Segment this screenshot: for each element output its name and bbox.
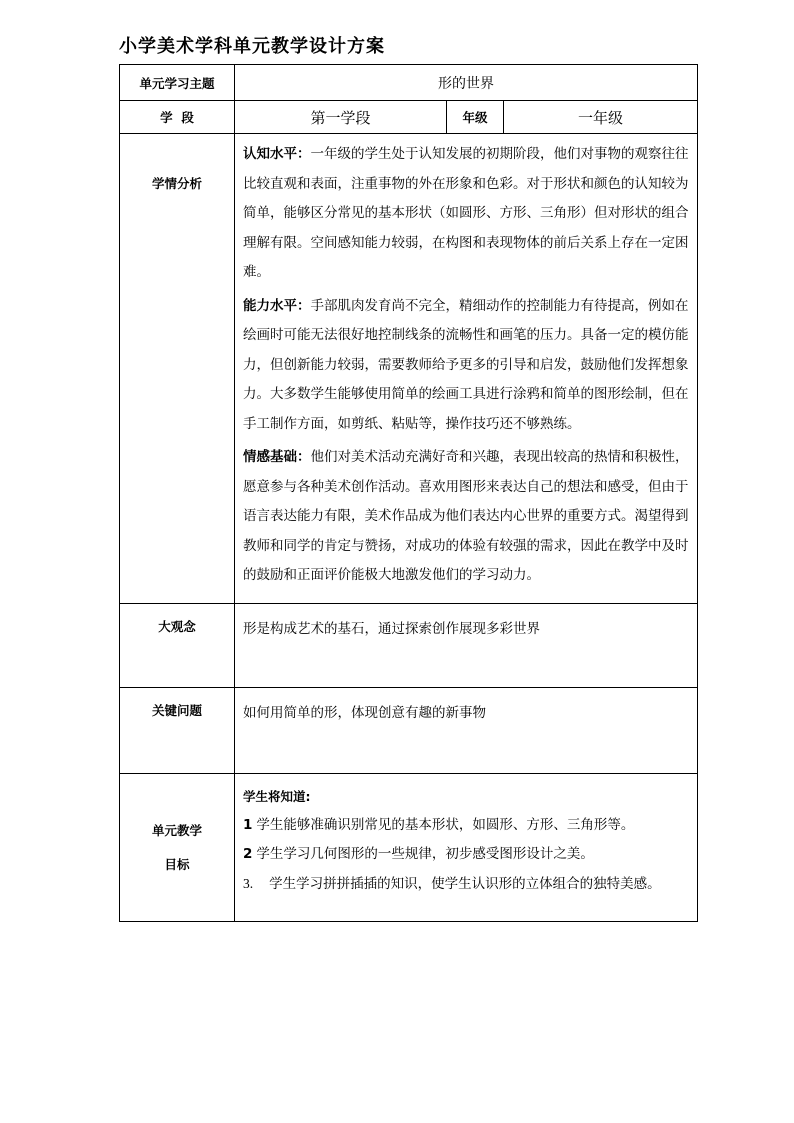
- ability-paragraph: [243, 292, 691, 440]
- goal-num-1: 1: [243, 817, 253, 833]
- big-idea-row: [120, 604, 698, 688]
- goal-num-2: 2: [243, 846, 253, 862]
- emotion-paragraph: [243, 443, 691, 591]
- goal-item-1: [243, 811, 691, 840]
- ability-heading: 能力水平：: [243, 297, 311, 314]
- key-question-label: 关键问题: [120, 688, 235, 774]
- page-title: 小学美术学科单元教学设计方案: [119, 36, 385, 57]
- goal-item-2: [243, 840, 691, 869]
- grade-label: 年级: [447, 101, 504, 134]
- goals-intro: 学生将知道:: [243, 789, 311, 804]
- theme-label: 单元学习主题: [120, 65, 235, 101]
- analysis-row: [120, 134, 698, 604]
- key-question-value: 如何用简单的形，体现创意有趣的新事物: [235, 688, 698, 774]
- goals-label-line2: 目标: [164, 856, 190, 872]
- goal-text-1: 学生能够准确识别常见的基本形状，如圆形、方形、三角形等。: [256, 817, 635, 833]
- ability-text: 手部肌肉发育尚不完全，精细动作的控制能力有待提高，例如在绘画时可能无法很好地控制线条的流畅性和画笔的压力。具备一定的模仿能力，但创新能力较弱，需要教师给予更多的引导和启发，鼓励他们发挥想象力。大多数学生能够使用简单的绘画工具进行涂鸦和简单的图形绘制，但在手工制作方面，如剪纸、粘贴等，操作技巧还不够熟练。: [243, 297, 689, 432]
- emotion-text: 他们对美术活动充满好奇和兴趣，表现出较高的热情和积极性，愿意参与各种美术创作活动。喜欢用图形来表达自己的想法和感受，但由于语言表达能力有限，美术作品成为他们表达内心世界的重要方式。渴望得到教师和同学的肯定与赞扬，对成功的体验有较强的需求，因此在教学中及时的鼓励和正面评价能极大地激发他们的学习动力。: [243, 449, 689, 583]
- goals-row: [120, 774, 698, 922]
- stage-row: [120, 101, 698, 134]
- emotion-heading: 情感基础：: [243, 449, 311, 465]
- goal-text-3: 学生学习拼拼插插的知识，使学生认识形的立体组合的独特美感。: [269, 876, 661, 892]
- big-idea-value: 形是构成艺术的基石，通过探索创作展现多彩世界: [235, 604, 698, 688]
- cognitive-paragraph: [243, 140, 691, 288]
- big-idea-label: 大观念: [120, 604, 235, 688]
- goals-label-line1: 单元教学: [151, 822, 202, 838]
- cognitive-text: 一年级的学生处于认知发展的初期阶段，他们对事物的观察往往比较直观和表面，注重事物的外在形象和色彩。对于形状和颜色的认知较为简单，能够区分常见的基本形状（如圆形、方形、三角形）但对形状的组合理解有限。空间感知能力较弱，在构图和表现物体的前后关系上存在一定困难。: [243, 146, 689, 280]
- goal-item-3: [243, 869, 691, 899]
- theme-value: 形的世界: [235, 65, 698, 101]
- goals-content: [235, 774, 698, 922]
- analysis-label: 学情分析: [120, 134, 235, 604]
- goals-label: [120, 774, 235, 922]
- key-question-row: [120, 688, 698, 774]
- analysis-content: [235, 134, 698, 604]
- stage-label: 学 段: [120, 101, 235, 134]
- cognitive-heading: 认知水平：: [243, 146, 311, 162]
- goal-num-3: 3.: [243, 876, 254, 891]
- goal-text-2: 学生学习几何图形的一些规律，初步感受图形设计之美。: [256, 846, 594, 862]
- design-table: [119, 64, 698, 922]
- stage-value: 第一学段: [235, 101, 447, 134]
- grade-value: 一年级: [504, 101, 698, 134]
- theme-row: [120, 65, 698, 101]
